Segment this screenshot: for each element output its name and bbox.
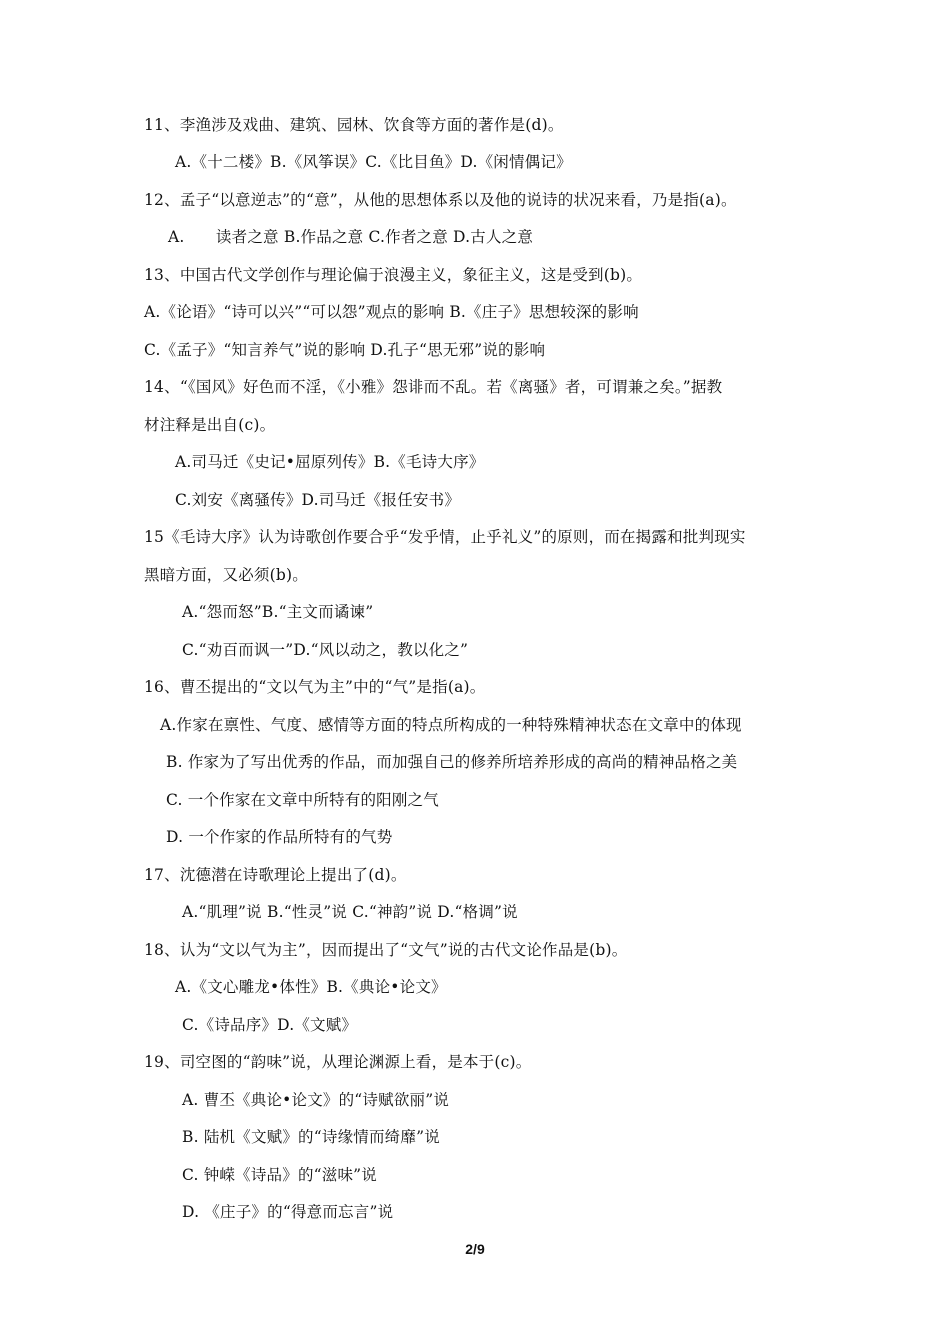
question-12: 12、孟子“以意逆志”的“意”，从他的思想体系以及他的说诗的状况来看，乃是指(a)。 xyxy=(144,191,737,209)
question-13-options-cd: C.《孟子》“知言养气”说的影响 D.孔子“思无邪”说的影响 xyxy=(144,341,546,359)
question-18: 18、认为“文以气为主”，因而提出了“文气”说的古代文论作品是(b)。 xyxy=(144,941,628,959)
question-16: 16、曹丕提出的“文以气为主”中的“气”是指(a)。 xyxy=(144,678,486,696)
question-16-option-d: D. 一个作家的作品所特有的气势 xyxy=(166,828,393,846)
question-18-options-cd: C.《诗品序》D.《文赋》 xyxy=(182,1016,358,1034)
question-15-line-2: 黑暗方面，又必须(b)。 xyxy=(144,566,308,584)
question-15-options-cd: C.“劝百而讽一”D.“风以动之，教以化之” xyxy=(182,641,469,659)
question-14-line-1: 14、“《国风》好色而不淫，《小雅》怨诽而不乱。若《离骚》者，可谓兼之矣。”据教 xyxy=(144,378,723,396)
question-11-options: A.《十二楼》B.《风筝误》C.《比目鱼》D.《闲情偶记》 xyxy=(175,153,572,171)
question-16-option-b: B. 作家为了写出优秀的作品，而加强自己的修养所培养形成的高尚的精神品格之美 xyxy=(166,753,738,771)
question-16-option-a: A.作家在禀性、气度、感情等方面的特点所构成的一种特殊精神状态在文章中的体现 xyxy=(160,716,742,734)
question-14-line-2: 材注释是出自(c)。 xyxy=(144,416,276,434)
question-13-options-ab: A.《论语》“诗可以兴”“可以怨”观点的影响 B.《庄子》思想较深的影响 xyxy=(144,303,639,321)
question-19-option-b: B. 陆机《文赋》的“诗缘情而绮靡”说 xyxy=(182,1128,440,1146)
question-19-option-d: D. 《庄子》的“得意而忘言”说 xyxy=(182,1203,394,1221)
question-17: 17、沈德潜在诗歌理论上提出了(d)。 xyxy=(144,866,407,884)
question-11: 11、李渔涉及戏曲、建筑、园林、饮食等方面的著作是(d)。 xyxy=(144,116,564,134)
question-18-options-ab: A.《文心雕龙•体性》B.《典论•论文》 xyxy=(175,978,447,996)
question-14-options-cd: C.刘安《离骚传》D.司马迁《报任安书》 xyxy=(175,491,461,509)
page-number: 2/9 xyxy=(465,1241,485,1257)
question-15-options-ab: A.“怨而怒”B.“主文而谲谏” xyxy=(182,603,374,621)
question-15-line-1: 15《毛诗大序》认为诗歌创作要合乎“发乎情，止乎礼义”的原则，而在揭露和批判现实 xyxy=(144,528,746,546)
question-13: 13、中国古代文学创作与理论偏于浪漫主义，象征主义，这是受到(b)。 xyxy=(144,266,643,284)
question-19-option-a: A. 曹丕《典论•论文》的“诗赋欲丽”说 xyxy=(182,1091,450,1109)
question-14-options-ab: A.司马迁《史记•屈原列传》B.《毛诗大序》 xyxy=(175,453,485,471)
question-17-options: A.“肌理”说 B.“性灵”说 C.“神韵”说 D.“格调”说 xyxy=(182,903,518,921)
question-19-option-c: C. 钟嵘《诗品》的“滋味”说 xyxy=(182,1166,378,1184)
question-19: 19、司空图的“韵味”说，从理论渊源上看，是本于(c)。 xyxy=(144,1053,532,1071)
question-12-options: A. 读者之意 B.作品之意 C.作者之意 D.古人之意 xyxy=(168,228,534,246)
question-16-option-c: C. 一个作家在文章中所特有的阳刚之气 xyxy=(166,791,439,809)
